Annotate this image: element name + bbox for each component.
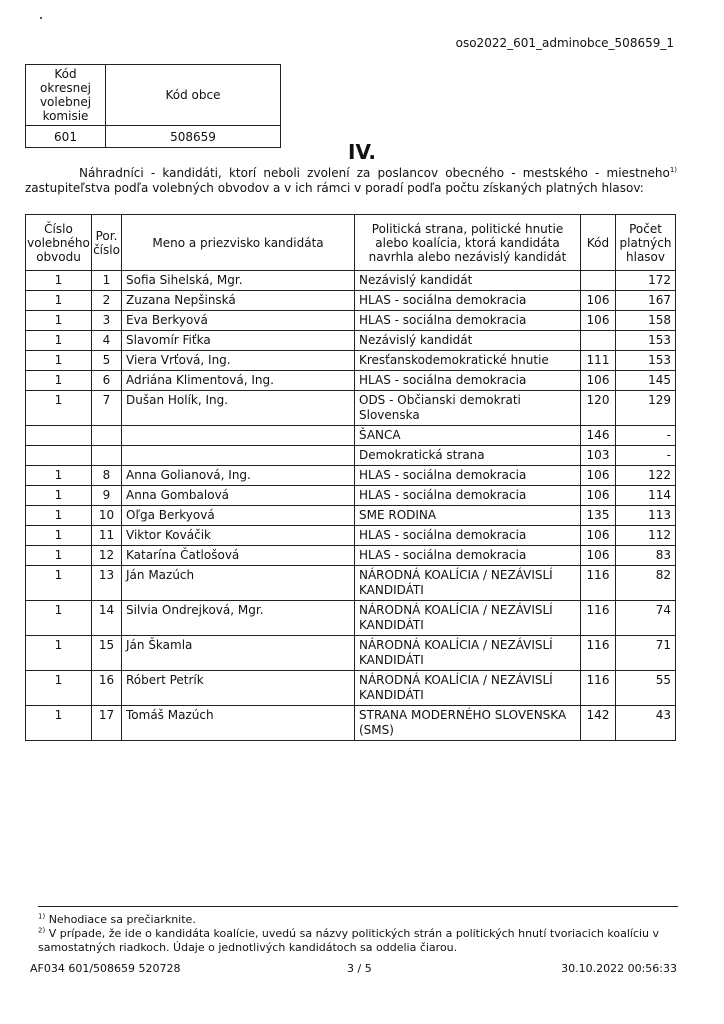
header-order: Por. číslo <box>92 215 122 271</box>
cell-party: Nezávislý kandidát <box>355 271 581 291</box>
section-title: IV. <box>348 140 376 164</box>
cell-name <box>122 446 355 466</box>
cell-name: Ján Škamla <box>122 636 355 671</box>
footnotes <box>38 906 678 955</box>
cell-name: Oľga Berkyová <box>122 506 355 526</box>
cell-votes: - <box>616 426 676 446</box>
cell-code: 142 <box>581 706 616 741</box>
cell-party: NÁRODNÁ KOALÍCIA / NEZÁVISLÍ KANDIDÁTI <box>355 636 581 671</box>
cell-code: 116 <box>581 671 616 706</box>
header-party: Politická strana, politické hnutie alebo koalícia, ktorá kandidáta navrhla alebo nezávislý kandidát <box>355 215 581 271</box>
cell-order: 8 <box>92 466 122 486</box>
cell-code: 111 <box>581 351 616 371</box>
cell-party: HLAS - sociálna demokracia <box>355 311 581 331</box>
cell-order: 3 <box>92 311 122 331</box>
cell-order: 14 <box>92 601 122 636</box>
cell-order: 7 <box>92 391 122 426</box>
cell-votes: 113 <box>616 506 676 526</box>
cell-votes: 158 <box>616 311 676 331</box>
cell-party: HLAS - sociálna demokracia <box>355 371 581 391</box>
cell-district: 1 <box>26 351 92 371</box>
cell-votes: 172 <box>616 271 676 291</box>
cell-name: Sofia Sihelská, Mgr. <box>122 271 355 291</box>
cell-district: 1 <box>26 671 92 706</box>
cell-name: Katarína Čatlošová <box>122 546 355 566</box>
cell-votes: - <box>616 446 676 466</box>
cell-order: 17 <box>92 706 122 741</box>
cell-code: 116 <box>581 601 616 636</box>
cell-party: HLAS - sociálna demokracia <box>355 291 581 311</box>
cell-name: Slavomír Fiťka <box>122 331 355 351</box>
table-row <box>26 706 676 741</box>
cell-name: Eva Berkyová <box>122 311 355 331</box>
cell-party: HLAS - sociálna demokracia <box>355 526 581 546</box>
cell-party: Demokratická strana <box>355 446 581 466</box>
cell-votes: 74 <box>616 601 676 636</box>
cell-votes: 167 <box>616 291 676 311</box>
cell-party: STRANA MODERNÉHO SLOVENSKA (SMS) <box>355 706 581 741</box>
table-row <box>26 671 676 706</box>
cell-votes: 83 <box>616 546 676 566</box>
cell-name <box>122 426 355 446</box>
intro-footnote-ref: 1) <box>669 166 677 174</box>
cell-votes: 82 <box>616 566 676 601</box>
cell-code: 135 <box>581 506 616 526</box>
cell-district <box>26 446 92 466</box>
table-row <box>26 506 676 526</box>
cell-order: 16 <box>92 671 122 706</box>
cell-party: ODS - Občianski demokrati Slovenska <box>355 391 581 426</box>
table-row <box>26 391 676 426</box>
cell-order: 13 <box>92 566 122 601</box>
cell-order: 4 <box>92 331 122 351</box>
municipality-value: 508659 <box>106 126 281 148</box>
cell-order: 11 <box>92 526 122 546</box>
cell-order: 15 <box>92 636 122 671</box>
cell-order: 9 <box>92 486 122 506</box>
cell-name: Anna Golianová, Ing. <box>122 466 355 486</box>
cell-votes: 43 <box>616 706 676 741</box>
cell-votes: 71 <box>616 636 676 671</box>
cell-name: Silvia Ondrejková, Mgr. <box>122 601 355 636</box>
table-row <box>26 566 676 601</box>
cell-district: 1 <box>26 506 92 526</box>
cell-district: 1 <box>26 371 92 391</box>
cell-code: 116 <box>581 636 616 671</box>
header-code: Kód <box>581 215 616 271</box>
cell-district: 1 <box>26 271 92 291</box>
cell-name: Ján Mazúch <box>122 566 355 601</box>
district-commission-value: 601 <box>26 126 106 148</box>
scan-mark <box>40 17 42 19</box>
cell-district: 1 <box>26 546 92 566</box>
cell-party: HLAS - sociálna demokracia <box>355 546 581 566</box>
cell-code: 106 <box>581 486 616 506</box>
cell-code: 146 <box>581 426 616 446</box>
cell-code: 106 <box>581 311 616 331</box>
cell-votes: 114 <box>616 486 676 506</box>
cell-district: 1 <box>26 291 92 311</box>
cell-district: 1 <box>26 526 92 546</box>
page-number: 3 / 5 <box>347 962 372 975</box>
cell-order: 1 <box>92 271 122 291</box>
cell-name: Anna Gombalová <box>122 486 355 506</box>
cell-name: Adriána Klimentová, Ing. <box>122 371 355 391</box>
table-row <box>26 526 676 546</box>
cell-district: 1 <box>26 706 92 741</box>
table-row <box>26 426 676 446</box>
district-commission-label: Kód okresnej volebnej komisie <box>26 65 106 126</box>
cell-party: ŠANCA <box>355 426 581 446</box>
header-votes: Počet platných hlasov <box>616 215 676 271</box>
cell-votes: 153 <box>616 331 676 351</box>
table-row <box>26 311 676 331</box>
cell-code: 120 <box>581 391 616 426</box>
table-row <box>26 351 676 371</box>
cell-party: NÁRODNÁ KOALÍCIA / NEZÁVISLÍ KANDIDÁTI <box>355 566 581 601</box>
cell-code: 106 <box>581 526 616 546</box>
footnote-2: $^{2)}$ V prípade, že ide o kandidáta koalície, uvedú sa názvy politických strán a politických hnutí tvoriacich koalíciu v samostatných riadkoch. Údaje o jednotlivých kandidátoch sa oddelia čiarou. <box>38 926 660 954</box>
table-row <box>26 291 676 311</box>
cell-party: Nezávislý kandidát <box>355 331 581 351</box>
table-row <box>26 446 676 466</box>
intro-line1: Náhradníci - kandidáti, ktorí neboli zvolení za poslancov obecného - mestského - miestneho <box>79 166 670 180</box>
timestamp: 30.10.2022 00:56:33 <box>561 962 677 975</box>
cell-votes: 145 <box>616 371 676 391</box>
cell-party: Kresťanskodemokratické hnutie <box>355 351 581 371</box>
cell-party: SME RODINA <box>355 506 581 526</box>
cell-district: 1 <box>26 331 92 351</box>
cell-order: 2 <box>92 291 122 311</box>
cell-district <box>26 426 92 446</box>
cell-district: 1 <box>26 566 92 601</box>
header-district: Číslo volebného obvodu <box>26 215 92 271</box>
table-row <box>26 371 676 391</box>
municipality-label: Kód obce <box>106 65 281 126</box>
table-row <box>26 601 676 636</box>
cell-party: HLAS - sociálna demokracia <box>355 486 581 506</box>
cell-code <box>581 271 616 291</box>
cell-name: Tomáš Mazúch <box>122 706 355 741</box>
cell-name: Róbert Petrík <box>122 671 355 706</box>
cell-votes: 129 <box>616 391 676 426</box>
cell-votes: 55 <box>616 671 676 706</box>
cell-votes: 153 <box>616 351 676 371</box>
footnote-1: $^{1)}$ Nehodiace sa prečiarknite. <box>38 912 196 926</box>
cell-name: Dušan Holík, Ing. <box>122 391 355 426</box>
cell-code: 106 <box>581 371 616 391</box>
cell-code: 116 <box>581 566 616 601</box>
table-row <box>26 331 676 351</box>
cell-district: 1 <box>26 486 92 506</box>
cell-votes: 112 <box>616 526 676 546</box>
cell-party: NÁRODNÁ KOALÍCIA / NEZÁVISLÍ KANDIDÁTI <box>355 601 581 636</box>
table-header-row <box>26 215 676 271</box>
cell-district: 1 <box>26 601 92 636</box>
cell-order: 10 <box>92 506 122 526</box>
cell-name: Viktor Kováčik <box>122 526 355 546</box>
table-row <box>26 486 676 506</box>
cell-votes: 122 <box>616 466 676 486</box>
cell-code <box>581 331 616 351</box>
cell-district: 1 <box>26 466 92 486</box>
candidates-table <box>25 214 676 741</box>
cell-code: 106 <box>581 546 616 566</box>
cell-party: HLAS - sociálna demokracia <box>355 466 581 486</box>
cell-party: NÁRODNÁ KOALÍCIA / NEZÁVISLÍ KANDIDÁTI <box>355 671 581 706</box>
cell-code: 106 <box>581 291 616 311</box>
document-id: oso2022_601_adminobce_508659_1 <box>455 36 674 50</box>
cell-district: 1 <box>26 311 92 331</box>
cell-code: 103 <box>581 446 616 466</box>
table-row <box>26 271 676 291</box>
code-box <box>25 64 281 148</box>
form-id: AF034 601/508659 520728 <box>30 962 181 975</box>
cell-name: Zuzana Nepšinská <box>122 291 355 311</box>
table-row <box>26 546 676 566</box>
header-name: Meno a priezvisko kandidáta <box>122 215 355 271</box>
intro-line2: zastupiteľstva podľa volebných obvodov a v ich rámci v poradí podľa počtu získaných platných hlasov: <box>25 181 644 195</box>
cell-order: 6 <box>92 371 122 391</box>
cell-order: 5 <box>92 351 122 371</box>
cell-code: 106 <box>581 466 616 486</box>
intro-text <box>25 166 677 196</box>
table-row <box>26 466 676 486</box>
cell-order <box>92 446 122 466</box>
cell-name: Viera Vrťová, Ing. <box>122 351 355 371</box>
cell-order <box>92 426 122 446</box>
cell-district: 1 <box>26 391 92 426</box>
cell-order: 12 <box>92 546 122 566</box>
table-row <box>26 636 676 671</box>
cell-district: 1 <box>26 636 92 671</box>
